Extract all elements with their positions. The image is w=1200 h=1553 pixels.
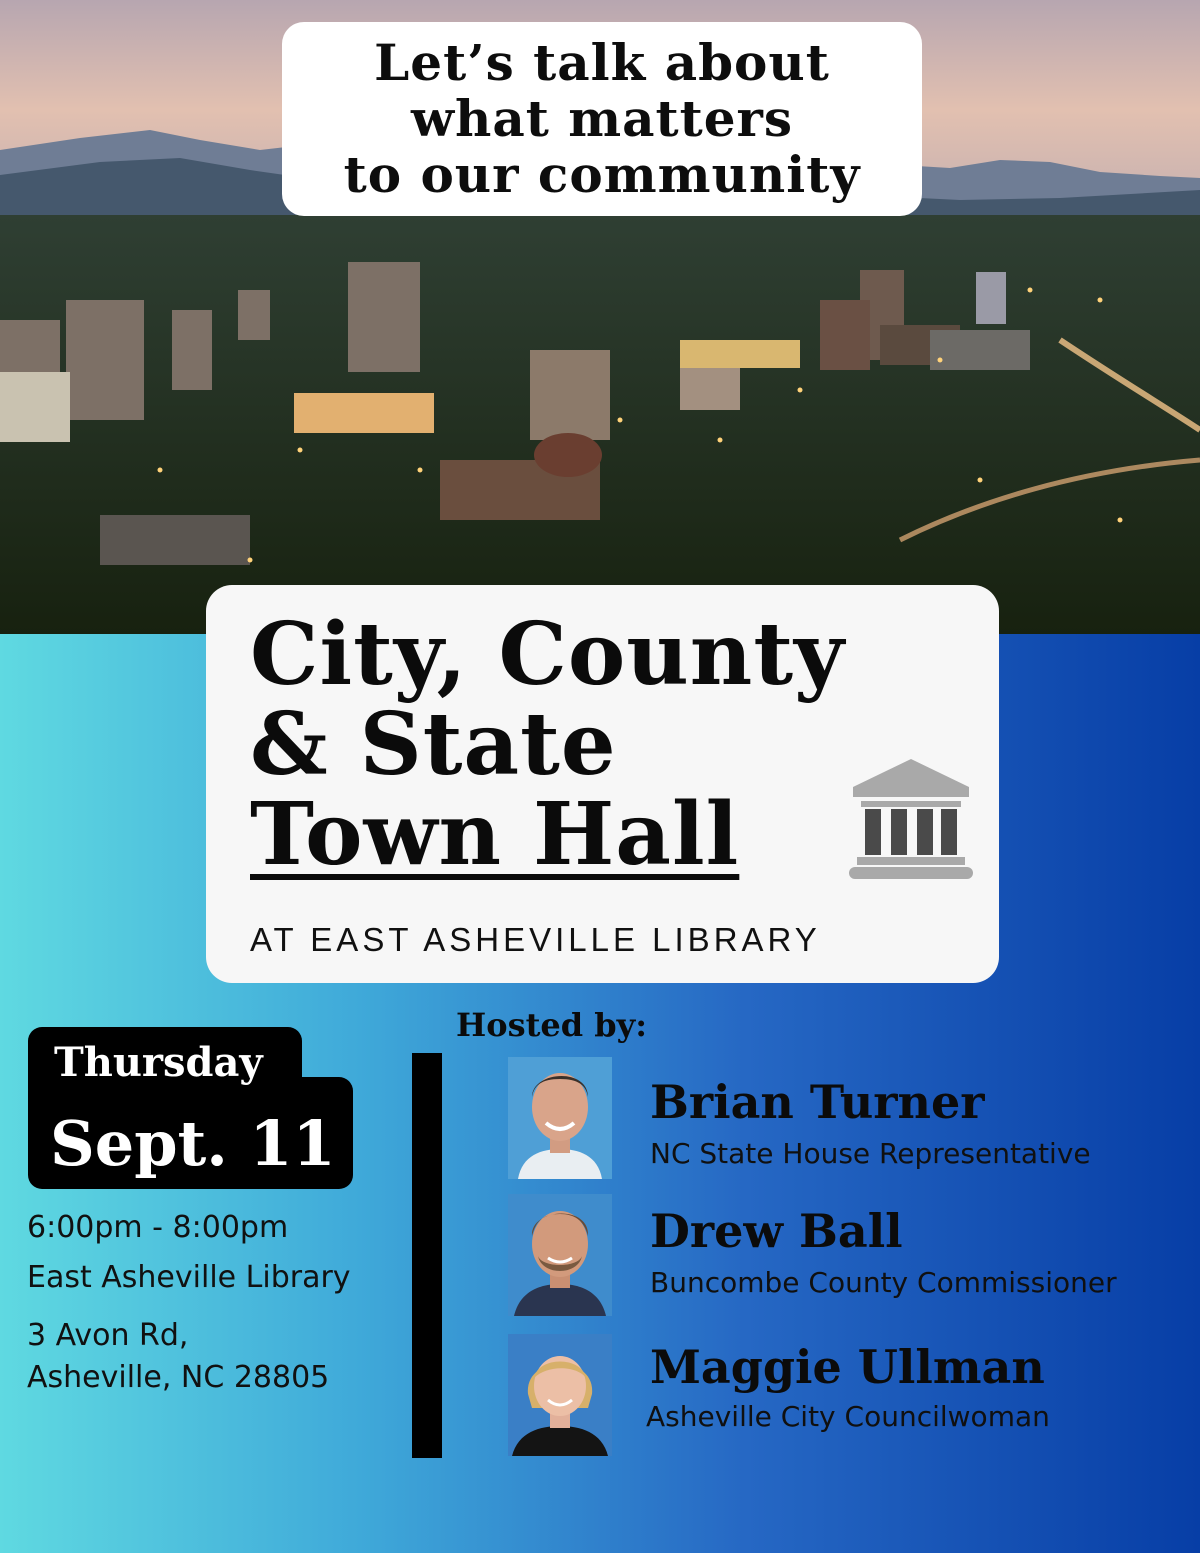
host-role: NC State House Representative [650,1137,1091,1170]
headline-line-1: Let’s talk about [374,33,830,92]
title-line-2: & State [250,694,617,795]
city-skyline-photo [0,0,1200,634]
event-day: Thursday [54,1039,263,1086]
host-photo-drew-ball [508,1194,612,1316]
event-address-line-2: Asheville, NC 28805 [27,1360,330,1395]
title-card [206,585,999,983]
host-photo-maggie-ullman [508,1334,612,1456]
government-building-icon [849,757,973,881]
hosted-by-heading: Hosted by: [456,1006,648,1044]
host-name: Maggie Ullman [650,1340,1045,1394]
headline-line-3: to our community [343,145,861,204]
event-date: Sept. 11 [50,1107,336,1180]
host-item [0,1330,1200,1460]
headline-line-2: what matters [410,89,794,148]
host-name: Brian Turner [650,1075,985,1129]
event-time: 6:00pm - 8:00pm [27,1210,289,1245]
host-item [0,1192,1200,1322]
host-name: Drew Ball [650,1204,903,1258]
title-subtitle: AT EAST ASHEVILLE LIBRARY [250,921,821,958]
event-address-line-1: 3 Avon Rd, [27,1318,189,1353]
host-item [0,1053,1200,1183]
host-photo-brian-turner [508,1057,612,1179]
event-venue: East Asheville Library [27,1260,351,1295]
host-role: Asheville City Councilwoman [646,1400,1050,1433]
headline-card [282,22,922,216]
title-line-3: Town Hall [250,784,740,885]
host-role: Buncombe County Commissioner [650,1266,1117,1299]
title-line-1: City, County [250,604,846,705]
